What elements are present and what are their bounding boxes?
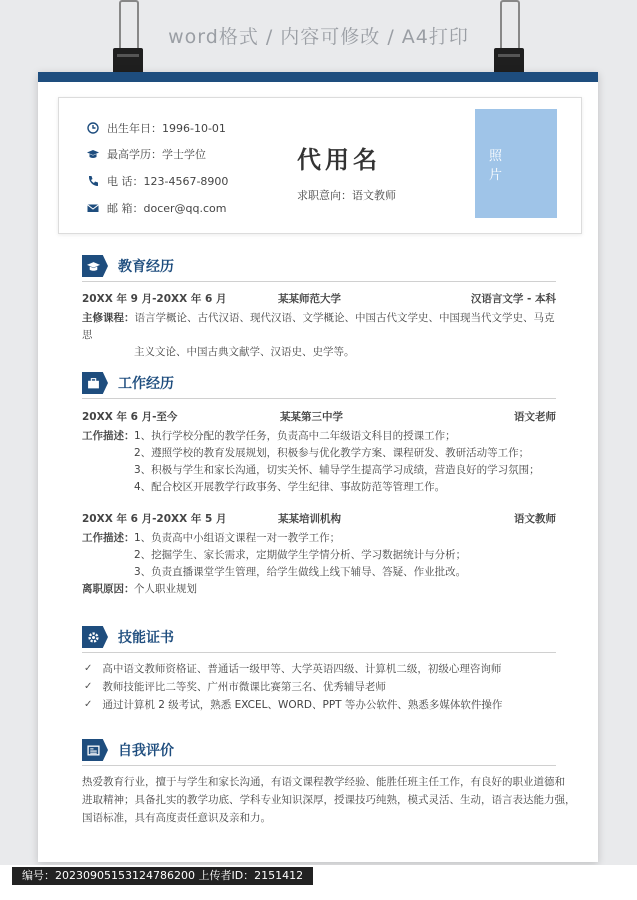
job-intent: 求职意向：语文教师 — [297, 189, 396, 202]
skill-item-2: ✓ 教师技能评比二等奖、广州市微课比赛第三名、优秀辅导老师 — [84, 681, 386, 693]
self-eval-line-2: 进取精神；具备扎实的教学功底、学科专业知识深厚，授课技巧纯熟，模式灵活、生动，语言表达能力强， — [82, 794, 576, 806]
top-banner-text: word格式 / 内容可修改 / A4打印 — [168, 26, 469, 48]
job-2-leave-label: 离职原因： — [82, 583, 135, 595]
job-1-desc-label: 工作描述： — [82, 430, 135, 442]
gear-icon — [87, 631, 100, 644]
degree-text: 最高学历：学士学位 — [107, 148, 206, 161]
job-2-period: 20XX 年 6 月-20XX 年 5 月 — [82, 513, 227, 525]
work-title: 工作经历 — [118, 376, 174, 392]
self-eval-divider — [82, 765, 556, 766]
skill-item-3: ✓ 通过计算机 2 级考试，熟悉 EXCEL、WORD、PPT 等办公软件、熟悉多媒体软件操作 — [84, 699, 503, 711]
education-courses — [82, 310, 556, 361]
education-period: 20XX 年 9 月-20XX 年 6 月 — [82, 293, 227, 305]
footer-id-bar: 编号：20230905153124786200 上传者ID：2151412 — [12, 867, 313, 885]
job-2-item-2: 2、挖掘学生、家长需求，定期做学生学情分析、学习数据统计与分析； — [134, 549, 467, 561]
job-1-item-4: 4、配合校区开展教学行政事务、学生纪律、事故防范等管理工作。 — [134, 481, 446, 493]
sheet-top-bar — [38, 72, 598, 82]
job-2-item-1: 1、负责高中小组语文课程一对一教学工作； — [134, 532, 341, 544]
binder-clip-right — [494, 0, 524, 82]
candidate-name: 代用名 — [297, 146, 381, 174]
email-row — [87, 200, 227, 216]
job-2-role: 语文教师 — [514, 513, 556, 525]
job-2-item-3: 3、负责直播课堂学生管理，给学生做线上线下辅导、答疑、作业批改。 — [134, 566, 467, 578]
email-text: 邮 箱：docer@qq.com — [107, 202, 227, 215]
education-divider — [82, 281, 556, 282]
education-school: 某某师范大学 — [278, 293, 341, 305]
self-eval-text — [82, 773, 576, 827]
courses-line-1: 语言学概论、古代汉语、现代汉语、文学概论、中国古代文学史、中国现当代文学史、马克思 — [82, 312, 555, 341]
phone-row — [87, 173, 228, 189]
graduation-cap-icon — [87, 148, 99, 160]
job-2-org: 某某培训机构 — [278, 513, 341, 525]
birth-text: 出生年日：1996-10-01 — [107, 122, 226, 135]
self-eval-line-1: 热爱教育行业，擅于与学生和家长沟通，有语文课程教学经验、能胜任班主任工作，有良好的职业道德和 — [82, 776, 565, 788]
envelope-icon — [87, 202, 99, 214]
self-eval-line-3: 国语标准，具有高度责任意识及亲和力。 — [82, 812, 271, 824]
phone-text: 电 话：123-4567-8900 — [107, 175, 229, 188]
job-1-item-2: 2、遵照学校的教育发展规划，积极参与优化教学方案、课程研发、教研活动等工作； — [134, 447, 530, 459]
job-1-org: 某某第三中学 — [280, 411, 343, 423]
skills-section-header — [82, 626, 174, 648]
job-1-period: 20XX 年 6 月-至今 — [82, 411, 178, 423]
clock-icon — [87, 122, 99, 134]
skills-divider — [82, 652, 556, 653]
job-1-item-3: 3、积极与学生和家长沟通，切实关怀、辅导学生提高学习成绩，营造良好的学习氛围； — [134, 464, 540, 476]
education-title: 教育经历 — [118, 259, 174, 275]
briefcase-icon — [87, 377, 100, 390]
education-major: 汉语言文学 - 本科 — [470, 293, 556, 305]
resume-sheet — [38, 72, 598, 862]
work-divider — [82, 398, 556, 399]
degree-row — [87, 146, 206, 162]
job-2-desc-label: 工作描述： — [82, 532, 135, 544]
check-icon: ✓ — [84, 681, 93, 692]
job-2-leave-reason: 个人职业规划 — [134, 583, 197, 595]
work-section-header — [82, 372, 174, 394]
job-1-item-1: 1、执行学校分配的教学任务，负责高中二年级语文科目的授课工作； — [134, 430, 456, 442]
binder-clip-left — [113, 0, 143, 82]
courses-label: 主修课程： — [82, 312, 135, 324]
graduation-cap-icon — [87, 260, 100, 273]
check-icon: ✓ — [84, 699, 93, 710]
check-icon: ✓ — [84, 663, 93, 674]
courses-line-2: 主义文论、中国古典文献学、汉语史、史学等。 — [134, 346, 355, 358]
profile-card — [58, 97, 582, 234]
self-eval-section-header — [82, 739, 174, 761]
job-1-role: 语文老师 — [514, 411, 556, 423]
skills-title: 技能证书 — [118, 630, 174, 646]
phone-icon — [87, 175, 99, 187]
self-eval-title: 自我评价 — [118, 743, 174, 759]
photo-placeholder: 照 片 — [475, 109, 557, 218]
education-section-header — [82, 255, 174, 277]
id-card-icon — [87, 744, 100, 757]
birth-row — [87, 120, 226, 136]
skill-item-1: ✓ 高中语文教师资格证、普通话一级甲等、大学英语四级、计算机二级，初级心理咨询师 — [84, 663, 502, 675]
